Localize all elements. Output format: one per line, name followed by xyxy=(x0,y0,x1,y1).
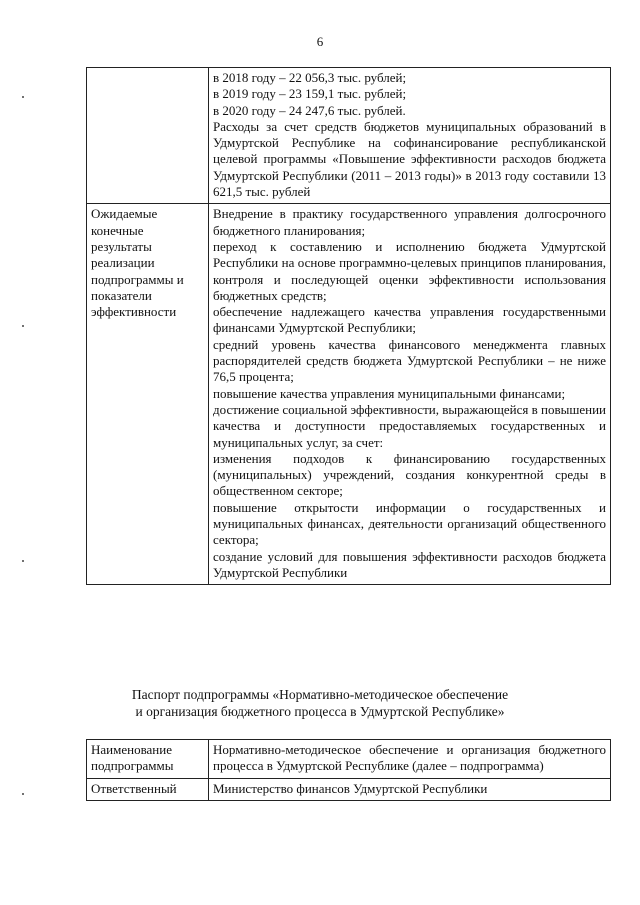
table-row-responsible xyxy=(87,778,611,800)
result-item: средний уровень качества финансового менеджмента главных распорядителей средств бюджета Удмуртской Республики – не ниже 76,5 процента; xyxy=(213,336,606,385)
result-item: обеспечение надлежащего качества управления государственными финансами Удмуртской Республики; xyxy=(213,304,606,336)
table-row-name xyxy=(87,740,611,779)
scan-speck xyxy=(22,96,24,98)
scan-speck xyxy=(22,560,24,562)
passport-table-continued xyxy=(86,67,611,585)
heading-line-2: и организация бюджетного процесса в Удмуртской Республике» xyxy=(135,704,505,719)
result-item: Внедрение в практику государственного управления долгосрочного бюджетного планирования; xyxy=(213,206,606,238)
expected-results-label: Ожидаемые конечные результаты реализации подпрограммы и показатели эффективности xyxy=(87,204,209,585)
result-item: создание условий для повышения эффективности расходов бюджета Удмуртской Республики xyxy=(213,548,606,580)
funding-paragraph: Расходы за счет средств бюджетов муниципальных образований в Удмуртской Республике на софинансирование республиканской целевой программы «Повышение эффективности расходов бюджета Удмуртской Республики (2011 – 2013 годы)» в 2013 году составили 13 621,5 тыс. рублей xyxy=(213,118,606,200)
result-item: повышение открытости информации о государственных и муниципальных финансах, деятельности организаций общественного сектора; xyxy=(213,499,606,548)
result-item: переход к составлению и исполнению бюджета Удмуртской Республики на основе программно-целевых принципов планирования, контроля и последующей оценки эффективности использования бюджетных средств; xyxy=(213,238,606,303)
expected-results-cell xyxy=(209,204,611,585)
scan-speck xyxy=(22,325,24,327)
responsible-label: Ответственный xyxy=(87,778,209,800)
funding-cell xyxy=(209,68,611,204)
page-number: 6 xyxy=(316,34,324,49)
subprogram-name-value: Нормативно-методическое обеспечение и организация бюджетного процесса в Удмуртской Республике (далее – подпрограмма) xyxy=(209,740,611,779)
funding-line-2019: в 2019 году – 23 159,1 тыс. рублей; xyxy=(213,86,407,102)
funding-line-2020: в 2020 году – 24 247,6 тыс. рублей. xyxy=(213,102,406,118)
result-item: повышение качества управления муниципальными финансами; xyxy=(213,385,566,401)
subprogram-passport-table xyxy=(86,739,611,801)
result-item: изменения подходов к финансированию государственных (муниципальных) учреждений, создания конкурентной среды в общественном секторе; xyxy=(213,450,606,499)
table-row-funding xyxy=(87,68,611,204)
heading-line-1: Паспорт подпрограммы «Нормативно-методическое обеспечение xyxy=(131,687,509,702)
table-row-expected-results xyxy=(87,204,611,585)
result-item: достижение социальной эффективности, выражающейся в повышении качества и доступности предоставляемых государственных и муниципальных услуг, за счет: xyxy=(213,401,606,450)
funding-line-2018: в 2018 году – 22 056,3 тыс. рублей; xyxy=(213,70,407,85)
responsible-value: Министерство финансов Удмуртской Республики xyxy=(209,778,611,800)
subprogram-passport-heading xyxy=(0,686,640,720)
subprogram-name-label: Наименование подпрограммы xyxy=(87,740,209,779)
scan-speck xyxy=(22,793,24,795)
row-label xyxy=(87,68,209,204)
